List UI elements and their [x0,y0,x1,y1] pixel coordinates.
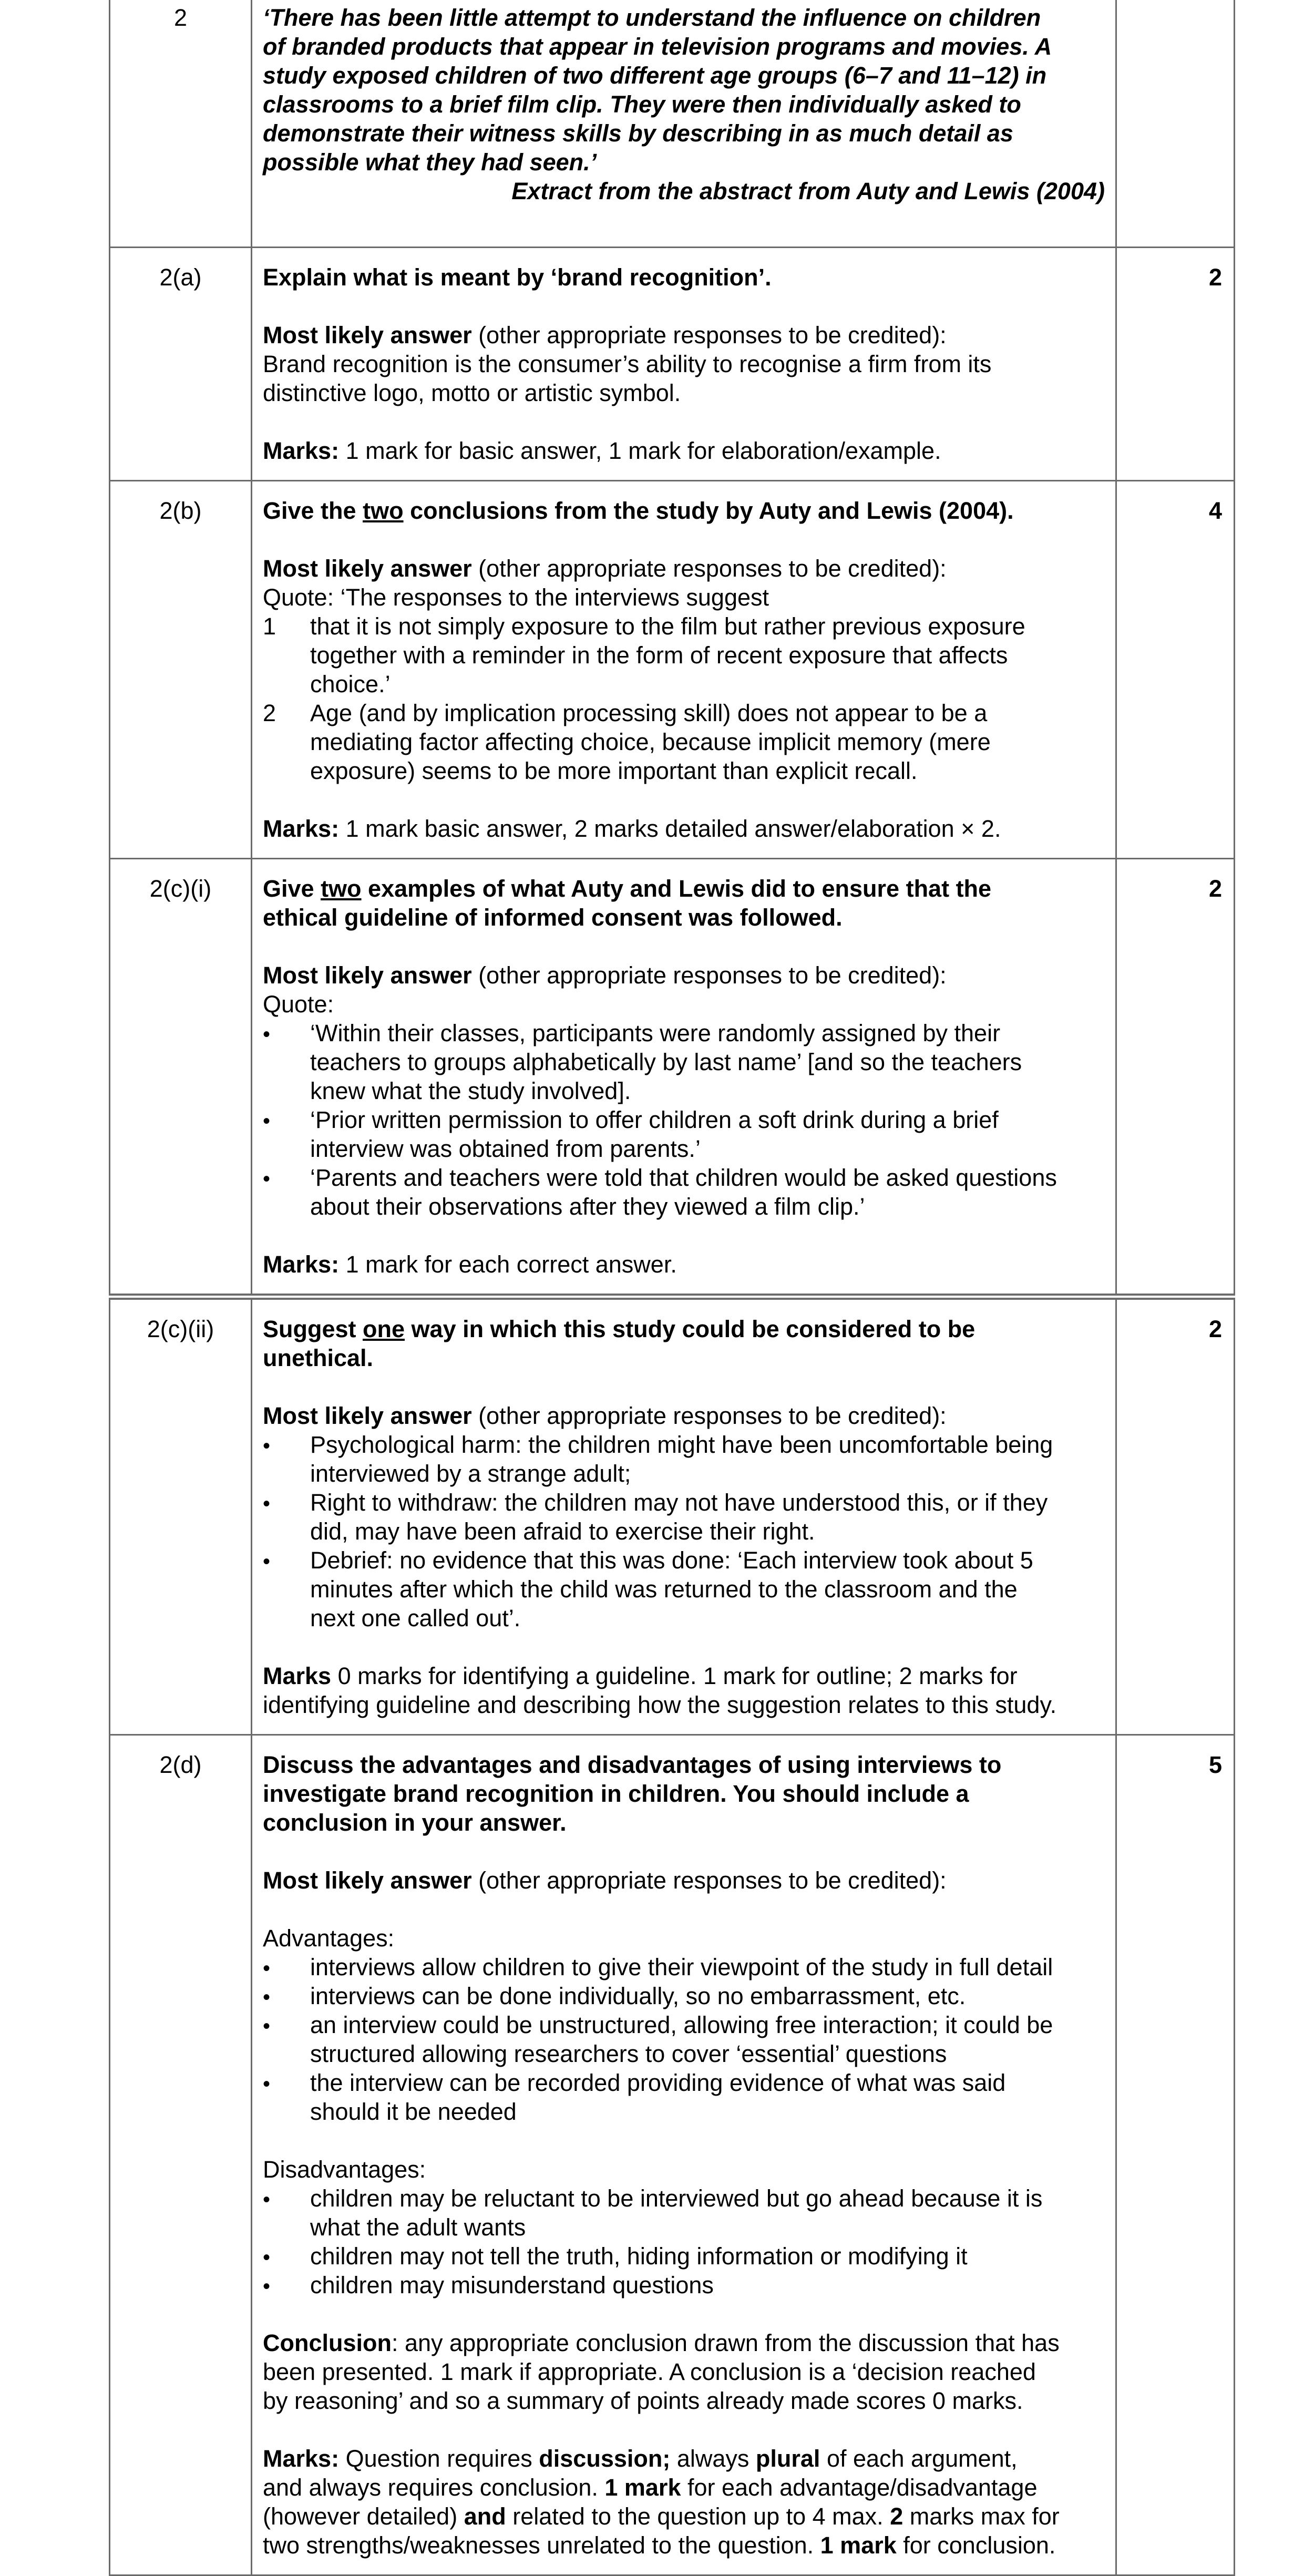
answer-line: Brand recognition is the consumer’s ability to recognise a firm from its [263,350,992,377]
bullet-item: • an interview could be unstructured, allowing free interaction; it could be structured allowing researchers to cover ‘essential’ questions [263,2010,1105,2068]
bullet-item: • Right to withdraw: the children may not have understood this, or if they did, may have been afraid to exercise their right. [263,1488,1105,1546]
marks-value: 5 [1116,1735,1235,2575]
conclusion-text-cont: by reasoning’ and so a summary of points already made scores 0 marks. [263,2387,1023,2414]
extract-line: classrooms to a brief film clip. They were then individually asked to [263,91,1021,118]
marking-guidance-cont: (however detailed) and related to the question up to 4 max. 2 marks max for [263,2502,1060,2530]
bullet-icon [263,2010,294,2041]
question-text: unethical. [263,1344,374,1371]
bullet-icon [263,2068,294,2099]
quote-label: Quote: [263,990,334,1018]
question-text: conclusion in your answer. [263,1809,567,1836]
answer-line: distinctive logo, motto or artistic symbol. [263,379,681,406]
marks-value: 4 [1116,480,1235,858]
question-number: 2(c)(ii) [110,1297,252,1735]
bullet-item: • Debrief: no evidence that this was done: ‘Each interview took about 5 minutes after which the child was returned to the classroom and the next one called out’. [263,1546,1105,1633]
question-text: Give two examples of what Auty and Lewis did to ensure that the [263,875,992,902]
question-row-2ci [110,858,1235,1297]
bullet-icon [263,1546,294,1576]
question-row-2b [110,480,1235,858]
question-text: investigate brand recognition in children. You should include a [263,1780,969,1807]
marks-value: 2 [1116,1297,1235,1735]
question-body [252,1735,1116,2575]
bullet-item: • interviews can be done individually, so no embarrassment, etc. [263,1982,1105,2010]
bullet-item: • the interview can be recorded providing evidence of what was said should it be needed [263,2068,1105,2126]
likely-answer-heading: Most likely answer (other appropriate responses to be credited): [263,321,947,348]
bullet-icon [263,1019,294,1049]
marking-guidance: Marks: Question requires discussion; always plural of each argument, [263,2445,1018,2472]
bullet-icon [263,2184,294,2214]
bullet-item: • children may not tell the truth, hiding information or modifying it [263,2242,1105,2271]
extract-line: possible what they had seen.’ [263,149,597,176]
bullet-icon [263,1430,294,1461]
bullet-icon [263,1982,294,2012]
question-number: 2 [110,0,252,247]
question-number: 2(c)(i) [110,858,252,1297]
question-text: Explain what is meant by ‘brand recognition’. [263,263,772,291]
likely-answer-heading: Most likely answer (other appropriate responses to be credited): [263,961,947,989]
marking-guidance-cont: identifying guideline and describing how the suggestion relates to this study. [263,1691,1057,1718]
bullet-item: • children may misunderstand questions [263,2271,1105,2300]
question-text: ethical guideline of informed consent was followed. [263,904,843,931]
bullet-item: • Psychological harm: the children might have been uncomfortable being interviewed by a strange adult; [263,1430,1105,1488]
marks-value: 2 [1116,247,1235,480]
question-body [252,247,1116,480]
question-row-2a [110,247,1235,480]
marking-guidance-cont: and always requires conclusion. 1 mark for each advantage/disadvantage [263,2474,1038,2501]
conclusion-text-cont: been presented. 1 mark if appropriate. A conclusion is a ‘decision reached [263,2358,1036,2385]
extract-line: study exposed children of two different age groups (6–7 and 11–12) in [263,62,1047,89]
marks-cell [1116,0,1235,247]
bullet-item: • children may be reluctant to be interviewed but go ahead because it is what the adult wants [263,2184,1105,2242]
extract-line: of branded products that appear in television programs and movies. A [263,33,1052,60]
marking-guidance: Marks: 1 mark basic answer, 2 marks detailed answer/elaboration × 2. [263,815,1001,842]
bullet-item: • ‘Parents and teachers were told that children would be asked questions about their observations after they viewed a film clip.’ [263,1163,1105,1221]
question-text: Suggest one way in which this study could be considered to be [263,1315,976,1342]
bullet-icon [263,2271,294,2301]
likely-answer-heading: Most likely answer (other appropriate responses to be credited): [263,555,947,582]
question-body [252,858,1116,1297]
bullet-item: • ‘Within their classes, participants were randomly assigned by their teachers to groups alphabetically by last name’ [and so the teachers knew what the study involved]. [263,1019,1105,1105]
question-number: 2(a) [110,247,252,480]
extract-source: Extract from the abstract from Auty and Lewis (2004) [511,178,1105,204]
question-text: Give the two conclusions from the study by Auty and Lewis (2004). [263,497,1014,524]
question-body [252,480,1116,858]
conclusion-text: Conclusion: any appropriate conclusion drawn from the discussion that has [263,2329,1060,2356]
numbered-item: 1 that it is not simply exposure to the film but rather previous exposure together with a reminder in the form of recent exposure that affects choice.’ [263,612,1025,697]
question-body [252,1297,1116,1735]
numbered-item: 2 Age (and by implication processing skill) does not appear to be a mediating factor affecting choice, because implicit memory (mere exposure) seems to be more important than explicit recall. [263,699,991,784]
bullet-icon [263,1163,294,1194]
marking-guidance: Marks: 1 mark for basic answer, 1 mark for elaboration/example. [263,437,941,464]
bullet-item: • ‘Prior written permission to offer children a soft drink during a brief interview was obtained from parents.’ [263,1105,1105,1163]
disadvantages-heading: Disadvantages: [263,2156,426,2183]
question-number: 2(b) [110,480,252,858]
question-row-2d [110,1735,1235,2575]
question-number: 2(d) [110,1735,252,2575]
marking-guidance: Marks: 1 mark for each correct answer. [263,1250,677,1278]
bullet-icon [263,1488,294,1518]
question-row-2cii [110,1297,1235,1735]
intro-row [110,0,1235,247]
bullet-icon [263,2242,294,2272]
extract-line: ‘There has been little attempt to understand the influence on children [263,4,1041,31]
extract-line: demonstrate their witness skills by describing in as much detail as [263,120,1013,147]
likely-answer-heading: Most likely answer (other appropriate responses to be credited): [263,1866,947,1894]
marks-value: 2 [1116,858,1235,1297]
bullet-icon [263,1105,294,1136]
mark-scheme-table [109,0,1235,2576]
bullet-icon [263,1953,294,1983]
source-extract [252,0,1116,247]
quote-intro: Quote: ‘The responses to the interviews suggest [263,583,769,611]
bullet-item: • interviews allow children to give their viewpoint of the study in full detail [263,1953,1105,1982]
question-text: Discuss the advantages and disadvantages of using interviews to [263,1751,1002,1778]
advantages-heading: Advantages: [263,1924,395,1952]
likely-answer-heading: Most likely answer (other appropriate responses to be credited): [263,1402,947,1429]
marking-guidance-cont: two strengths/weaknesses unrelated to the question. 1 mark for conclusion. [263,2531,1056,2559]
marking-guidance: Marks 0 marks for identifying a guideline. 1 mark for outline; 2 marks for [263,1662,1018,1689]
